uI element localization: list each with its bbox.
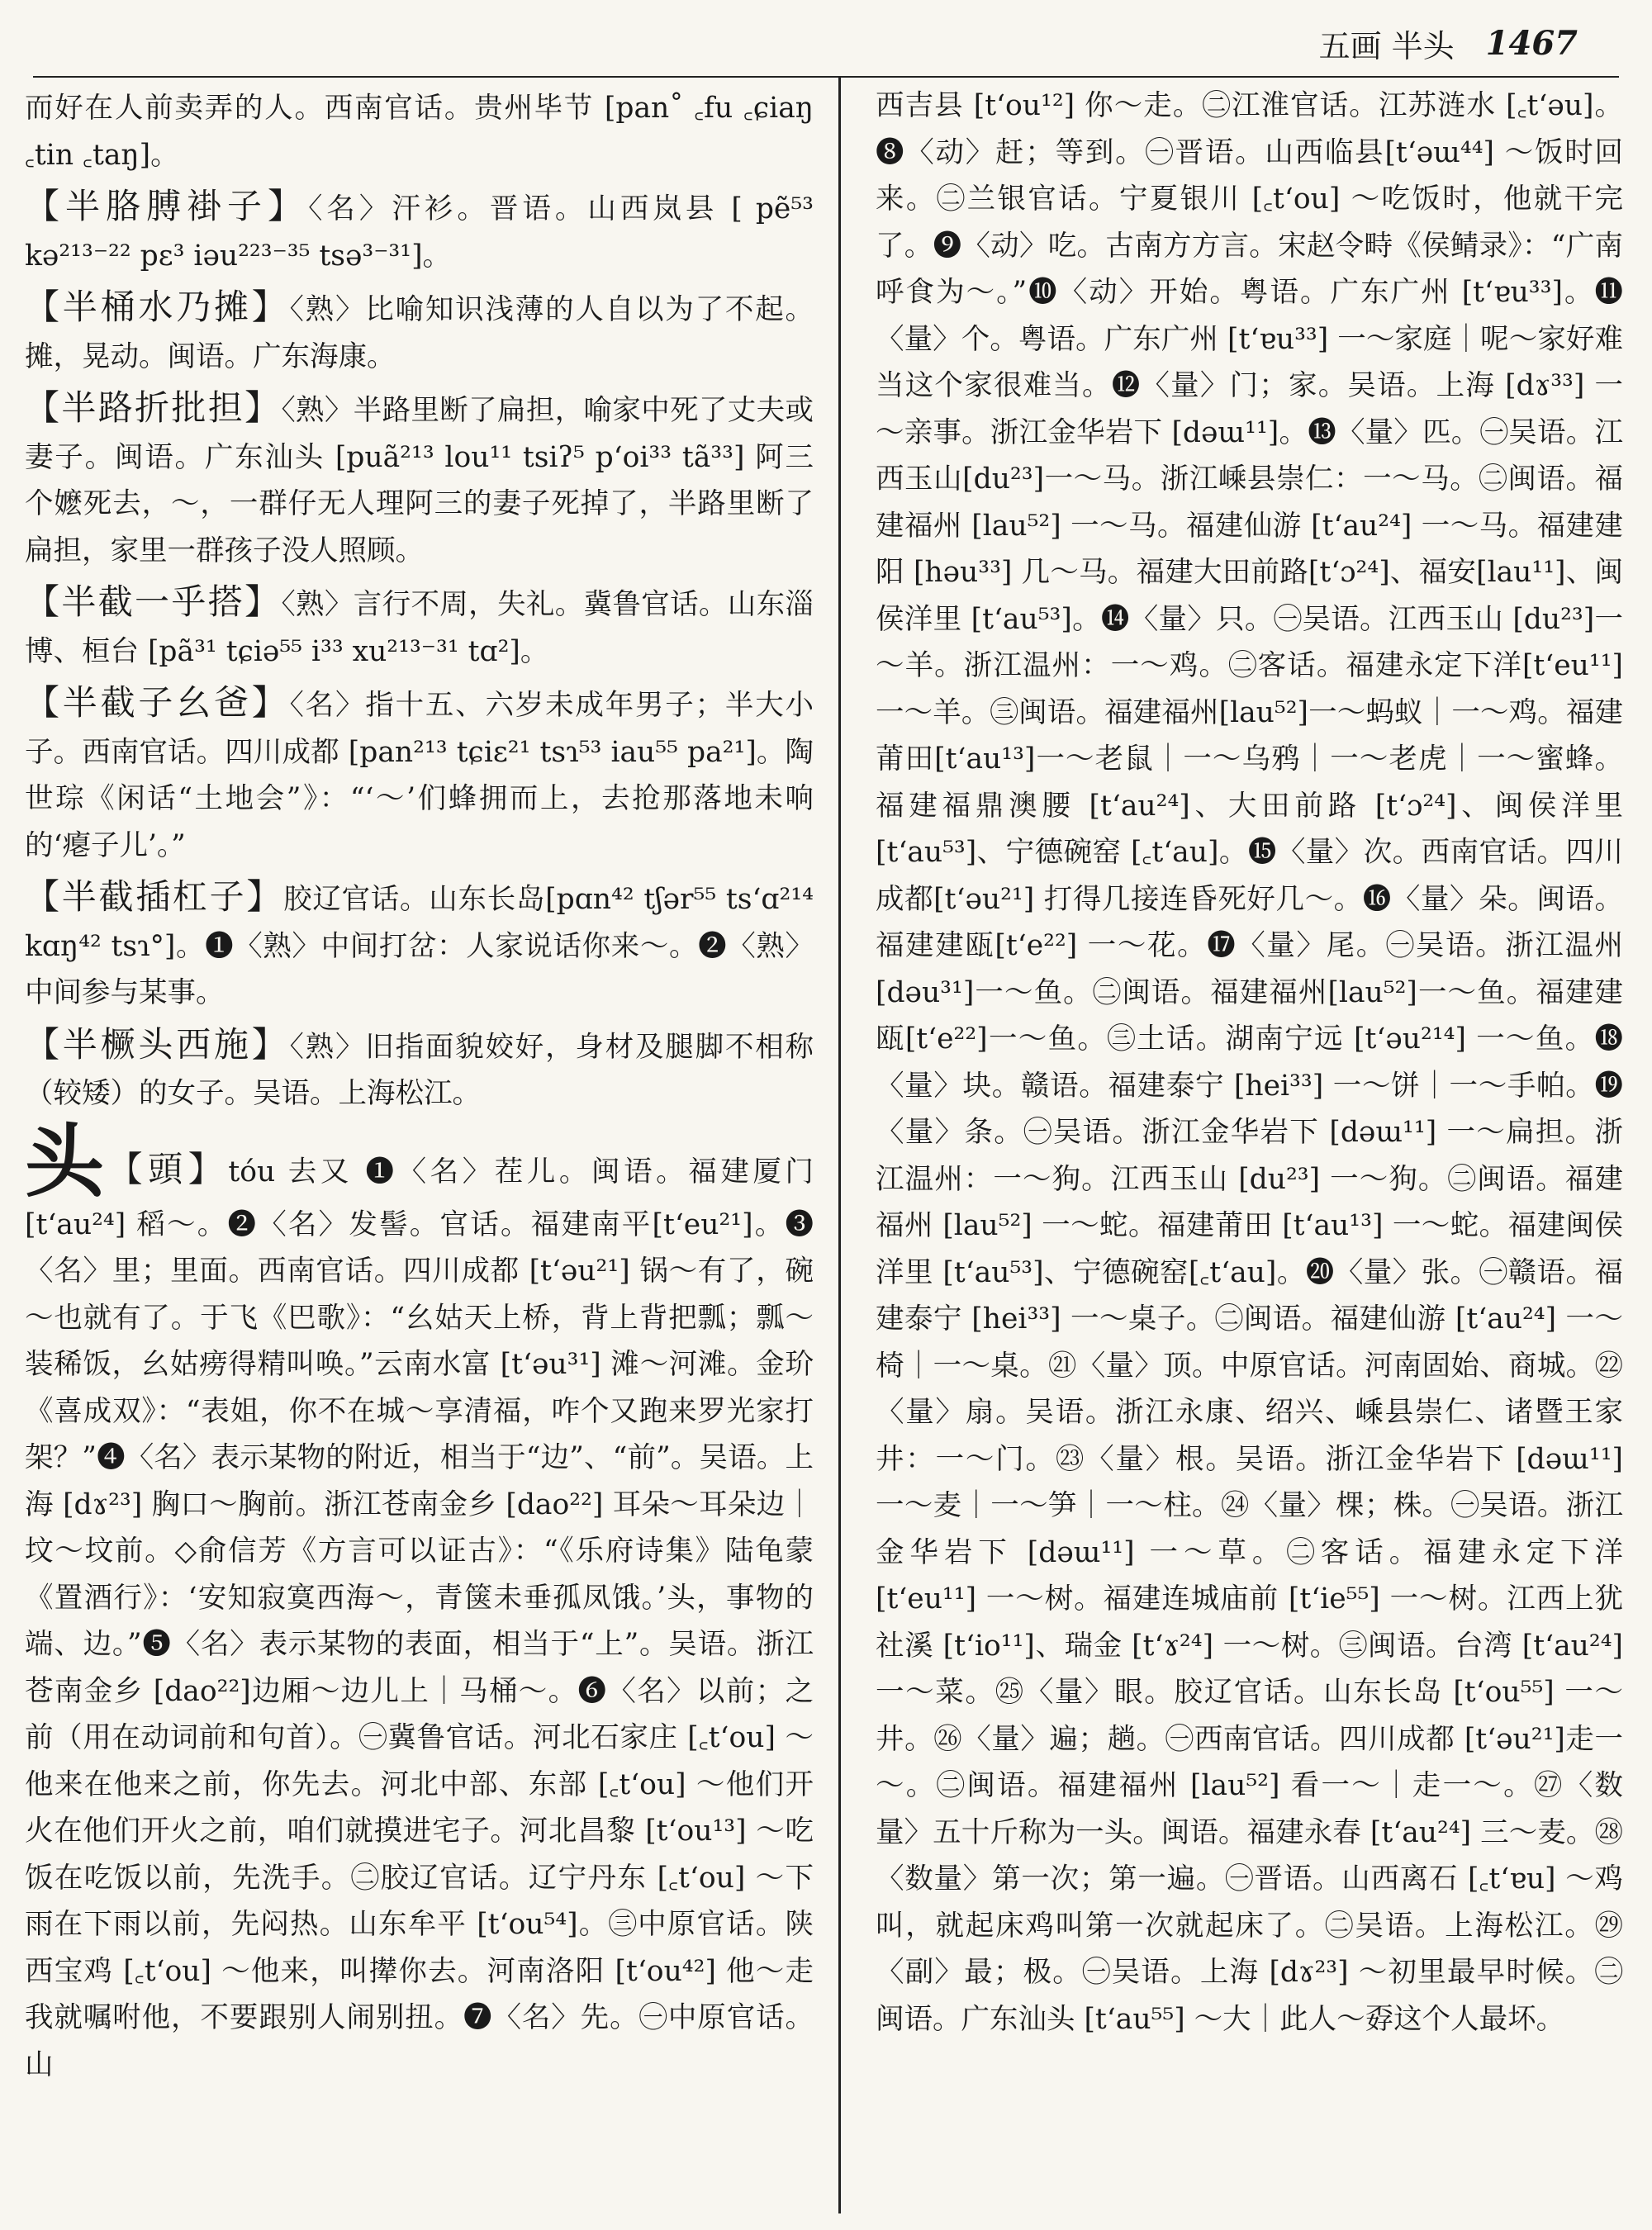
entry-body: 〈名〉指十五、六岁未成年男子；半大小子。西南官话。四川成都 [pan²¹³ tɕiɛ²¹ tsɿ⁵³ iau⁵⁵ pa²¹]。陶世琮《闲话“土地会”》：“‘～’们蜂拥而上，去抢那落地未响的‘瘪子儿’。” [25, 689, 814, 862]
entry-body: 而好在人前卖弄的人。西南官话。贵州毕节 [pan˚ ꜀fu ꜀ɕiaŋ ꜀tin ꜀taŋ]。 [25, 92, 814, 172]
entry-body: 〈名〉汗衫。晋语。山西岚县 [ pẽ⁵³ kə²¹³⁻²² pɛ³ iəu²²³⁻³⁵ tsə³⁻³¹]。 [25, 192, 814, 273]
header-rule [33, 76, 1619, 78]
right-column [876, 83, 1623, 2222]
column-divider [838, 76, 841, 2213]
entry-body: 〈熟〉旧指面貌姣好，身材及腿脚不相称（较矮）的女子。吴语。上海松江。 [25, 1030, 814, 1110]
page-header [33, 18, 1578, 68]
entry [25, 1022, 814, 1117]
entry [25, 680, 814, 869]
entry-headword: 【半路折批担】 [25, 387, 282, 428]
entry [25, 284, 814, 380]
entry-body: 〈熟〉比喻知识浅薄的人自以为了不起。摊，晃动。闽语。广东海康。 [25, 293, 814, 373]
entry-continuation [876, 83, 1623, 2043]
entry-body: 西吉县 [tʻou¹²] 你～走。㊁江淮官话。江苏涟水 [꜀tʻəu]。❽〈动〉赶；等到。㊀晋语。山西临县[tʻəɯ⁴⁴] ～饭时回来。㊁兰银官话。宁夏银川 [꜀tʻou] ～吃饭时，他就干完了。❾〈动〉吃。古南方方言。宋赵令畤《侯鲭录》：“广南呼食为～。”❿〈动〉开始。粤语。广东广州 [tʻɐu³³]。⓫〈量〉个。粤语。广东广州 [tʻɐu³³] 一～家庭｜呢～家好难当这个家很难当。⓬〈量〉门；家。吴语。上海 [dɤ³³] 一～亲事。浙江金华岩下 [dəɯ¹¹]。⓭〈量〉匹。㊀吴语。江西玉山[du²³]一～马。浙江嵊县崇仁：一～马。㊁闽语。福建福州 [lau⁵²] 一～马。福建仙游 [tʻau²⁴] 一～马。福建建阳 [həu³³] 几～马。福建大田前路[tʻɔ²⁴]、福安[lau¹¹]、闽侯洋里 [tʻau⁵³]。⓮〈量〉只。㊀吴语。江西玉山 [du²³]一～羊。浙江温州：一～鸡。㊁客话。福建永定下洋[tʻeu¹¹]一～羊。㊂闽语。福建福州[lau⁵²]一～蚂蚁｜一～鸡。福建莆田[tʻau¹³]一～老鼠｜一～乌鸦｜一～老虎｜一～蜜蜂。福建福鼎澳腰 [tʻau²⁴]、大田前路 [tʻɔ²⁴]、闽侯洋里 [tʻau⁵³]、宁德碗窑 [꜀tʻau]。⓯〈量〉次。西南官话。四川成都[tʻəu²¹] 打得几接连昏死好几～。⓰〈量〉朵。闽语。福建建瓯[tʻe²²] 一～花。⓱〈量〉尾。㊀吴语。浙江温州[dəu³¹]一～鱼。㊁闽语。福建福州[lau⁵²]一～鱼。福建建瓯[tʻe²²]一～鱼。㊂土话。湖南宁远 [tʻəu²¹⁴] 一～鱼。⓲〈量〉块。赣语。福建泰宁 [hei³³] 一～饼｜一～手帕。⓳〈量〉条。㊀吴语。浙江金华岩下 [dəɯ¹¹] 一～扁担。浙江温州：一～狗。江西玉山 [du²³] 一～狗。㊁闽语。福建福州 [lau⁵²] 一～蛇。福建莆田 [tʻau¹³] 一～蛇。福建闽侯洋里 [tʻau⁵³]、宁德碗窑[꜀tʻau]。⓴〈量〉张。㊀赣语。福建泰宁 [hei³³] 一～桌子。㊁闽语。福建仙游 [tʻau²⁴] 一～椅｜一～桌。㉑〈量〉顶。中原官话。河南固始、商城。㉒〈量〉扇。吴语。浙江永康、绍兴、嵊县崇仁、诸暨王家井：一～门。㉓〈量〉根。吴语。浙江金华岩下 [dəɯ¹¹] 一～麦｜一～笋｜一～柱。㉔〈量〉棵；株。㊀吴语。浙江金华岩下 [dəɯ¹¹] 一～草。㊁客话。福建永定下洋 [tʻeu¹¹] 一～树。福建连城庙前 [tʻie⁵⁵] 一～树。江西上犹社溪 [tʻio¹¹]、瑞金 [tʻɤ²⁴] 一～树。㊂闽语。台湾 [tʻau²⁴] 一～菜。㉕〈量〉眼。胶辽官话。山东长岛 [tʻou⁵⁵] 一～井。㉖〈量〉遍；趟。㊀西南官话。四川成都 [tʻəu²¹]走一～。㊁闽语。福建福州 [lau⁵²] 看一～｜走一～。㉗〈数量〉五十斤称为一头。闽语。福建永春 [tʻau²⁴] 三～麦。㉘〈数量〉第一次；第一遍。㊀晋语。山西离石 [꜀tʻɐu] ～鸡叫，就起床鸡叫第一次就起床了。㊁吴语。上海松江。㉙〈副〉最；极。㊀吴语。上海 [dɤ²³] ～初里最早时候。㊁闽语。广东汕头 [tʻau⁵⁵] ～大｜此人～孬这个人最坏。 [876, 89, 1623, 2036]
entry-headword: 【半截插杠子】 [25, 876, 284, 917]
entry-tou [25, 1114, 814, 2089]
entry-headword: 【半截一乎搭】 [25, 581, 282, 622]
entry-headword: 【半胳膊褂子】 [25, 186, 309, 226]
entry-headword: 【半橛头西施】 [25, 1023, 290, 1065]
page-number: 1467 [1485, 23, 1578, 63]
entry-body: 胶辽官话。山东长岛[pɑn⁴² tʃər⁵⁵ tsʻɑ²¹⁴ kɑŋ⁴² tsɿ°]。❶〈熟〉中间打岔：人家说话你来～。❷〈熟〉中间参与某事。 [25, 883, 814, 1009]
entry-body: 〈熟〉言行不周，失礼。冀鲁官话。山东淄博、桓台 [pã³¹ tɕiə⁵⁵ i³³ xu²¹³⁻³¹ tɑ²]。 [25, 588, 814, 668]
traditional-form: 【頭】 [107, 1148, 229, 1189]
entry [25, 874, 814, 1017]
head-character: 头 [25, 1114, 108, 1208]
entry [25, 83, 814, 178]
section-title: 五画 半头 [1318, 27, 1455, 64]
entry-body: tóu 去又 ❶〈名〉茬儿。闽语。福建厦门 [tʻau²⁴] 稻～。❷〈名〉发髻。官话。福建南平[tʻeu²¹]。❸〈名〉里；里面。西南官话。四川成都 [tʻəu²¹] 锅～有了，碗～也就有了。于飞《巴歌》：“幺姑天上桥，背上背把瓢；瓢～装稀饭，幺姑痨得精叫唤。”云南水富 [tʻəu³¹] 滩～河滩。金玠《喜成双》：“表姐，你不在城～享清福，咋个又跑来罗光家打架？”❹〈名〉表示某物的附近，相当于“边”、“前”。吴语。上海 [dɤ²³] 胸口～胸前。浙江苍南金乡 [dao²²] 耳朵～耳朵边｜坟～坟前。◇俞信芳《方言可以证古》：“《乐府诗集》陆龟蒙《置酒行》：‘安知寂寞西海～，青箧未垂孤凤饿。’头，事物的端、边。”❺〈名〉表示某物的表面，相当于“上”。吴语。浙江苍南金乡 [dao²²]边厢～边儿上｜马桶～。❻〈名〉以前；之前（用在动词前和句首）。㊀冀鲁官话。河北石家庄 [꜀tʻou] ～他来在他来之前，你先去。河北中部、东部 [꜀tʻou] ～他们开火在他们开火之前，咱们就摸进宅子。河北昌黎 [tʻou¹³] ～吃饭在吃饭以前，先洗手。㊁胶辽官话。辽宁丹东 [꜀tʻou] ～下雨在下雨以前，先闷热。山东牟平 [tʻou⁵⁴]。㊂中原官话。陕西宝鸡 [꜀tʻou] ～他来，叫撵你去。河南洛阳 [tʻou⁴²] 他～走我就嘱咐他，不要跟别人闹别扭。❼〈名〉先。㊀中原官话。山 [25, 1155, 814, 2081]
entry [25, 579, 814, 675]
entry-headword: 【半桶水乃摊】 [25, 287, 290, 327]
entry-headword: 【半截子幺爸】 [25, 682, 290, 723]
entry [25, 385, 814, 574]
entry [25, 183, 814, 279]
left-column [25, 83, 814, 2222]
entry-body: 〈熟〉半路里断了扁担，喻家中死了丈夫或妻子。闽语。广东汕头 [puã²¹³ lou¹¹ tsiʔ⁵ pʻoi³³ tã³³] 阿三个嬷死去，～，一群仔无人理阿三的妻子死掉了，半路里断了扁担，家里一群孩子没人照顾。 [25, 394, 814, 567]
